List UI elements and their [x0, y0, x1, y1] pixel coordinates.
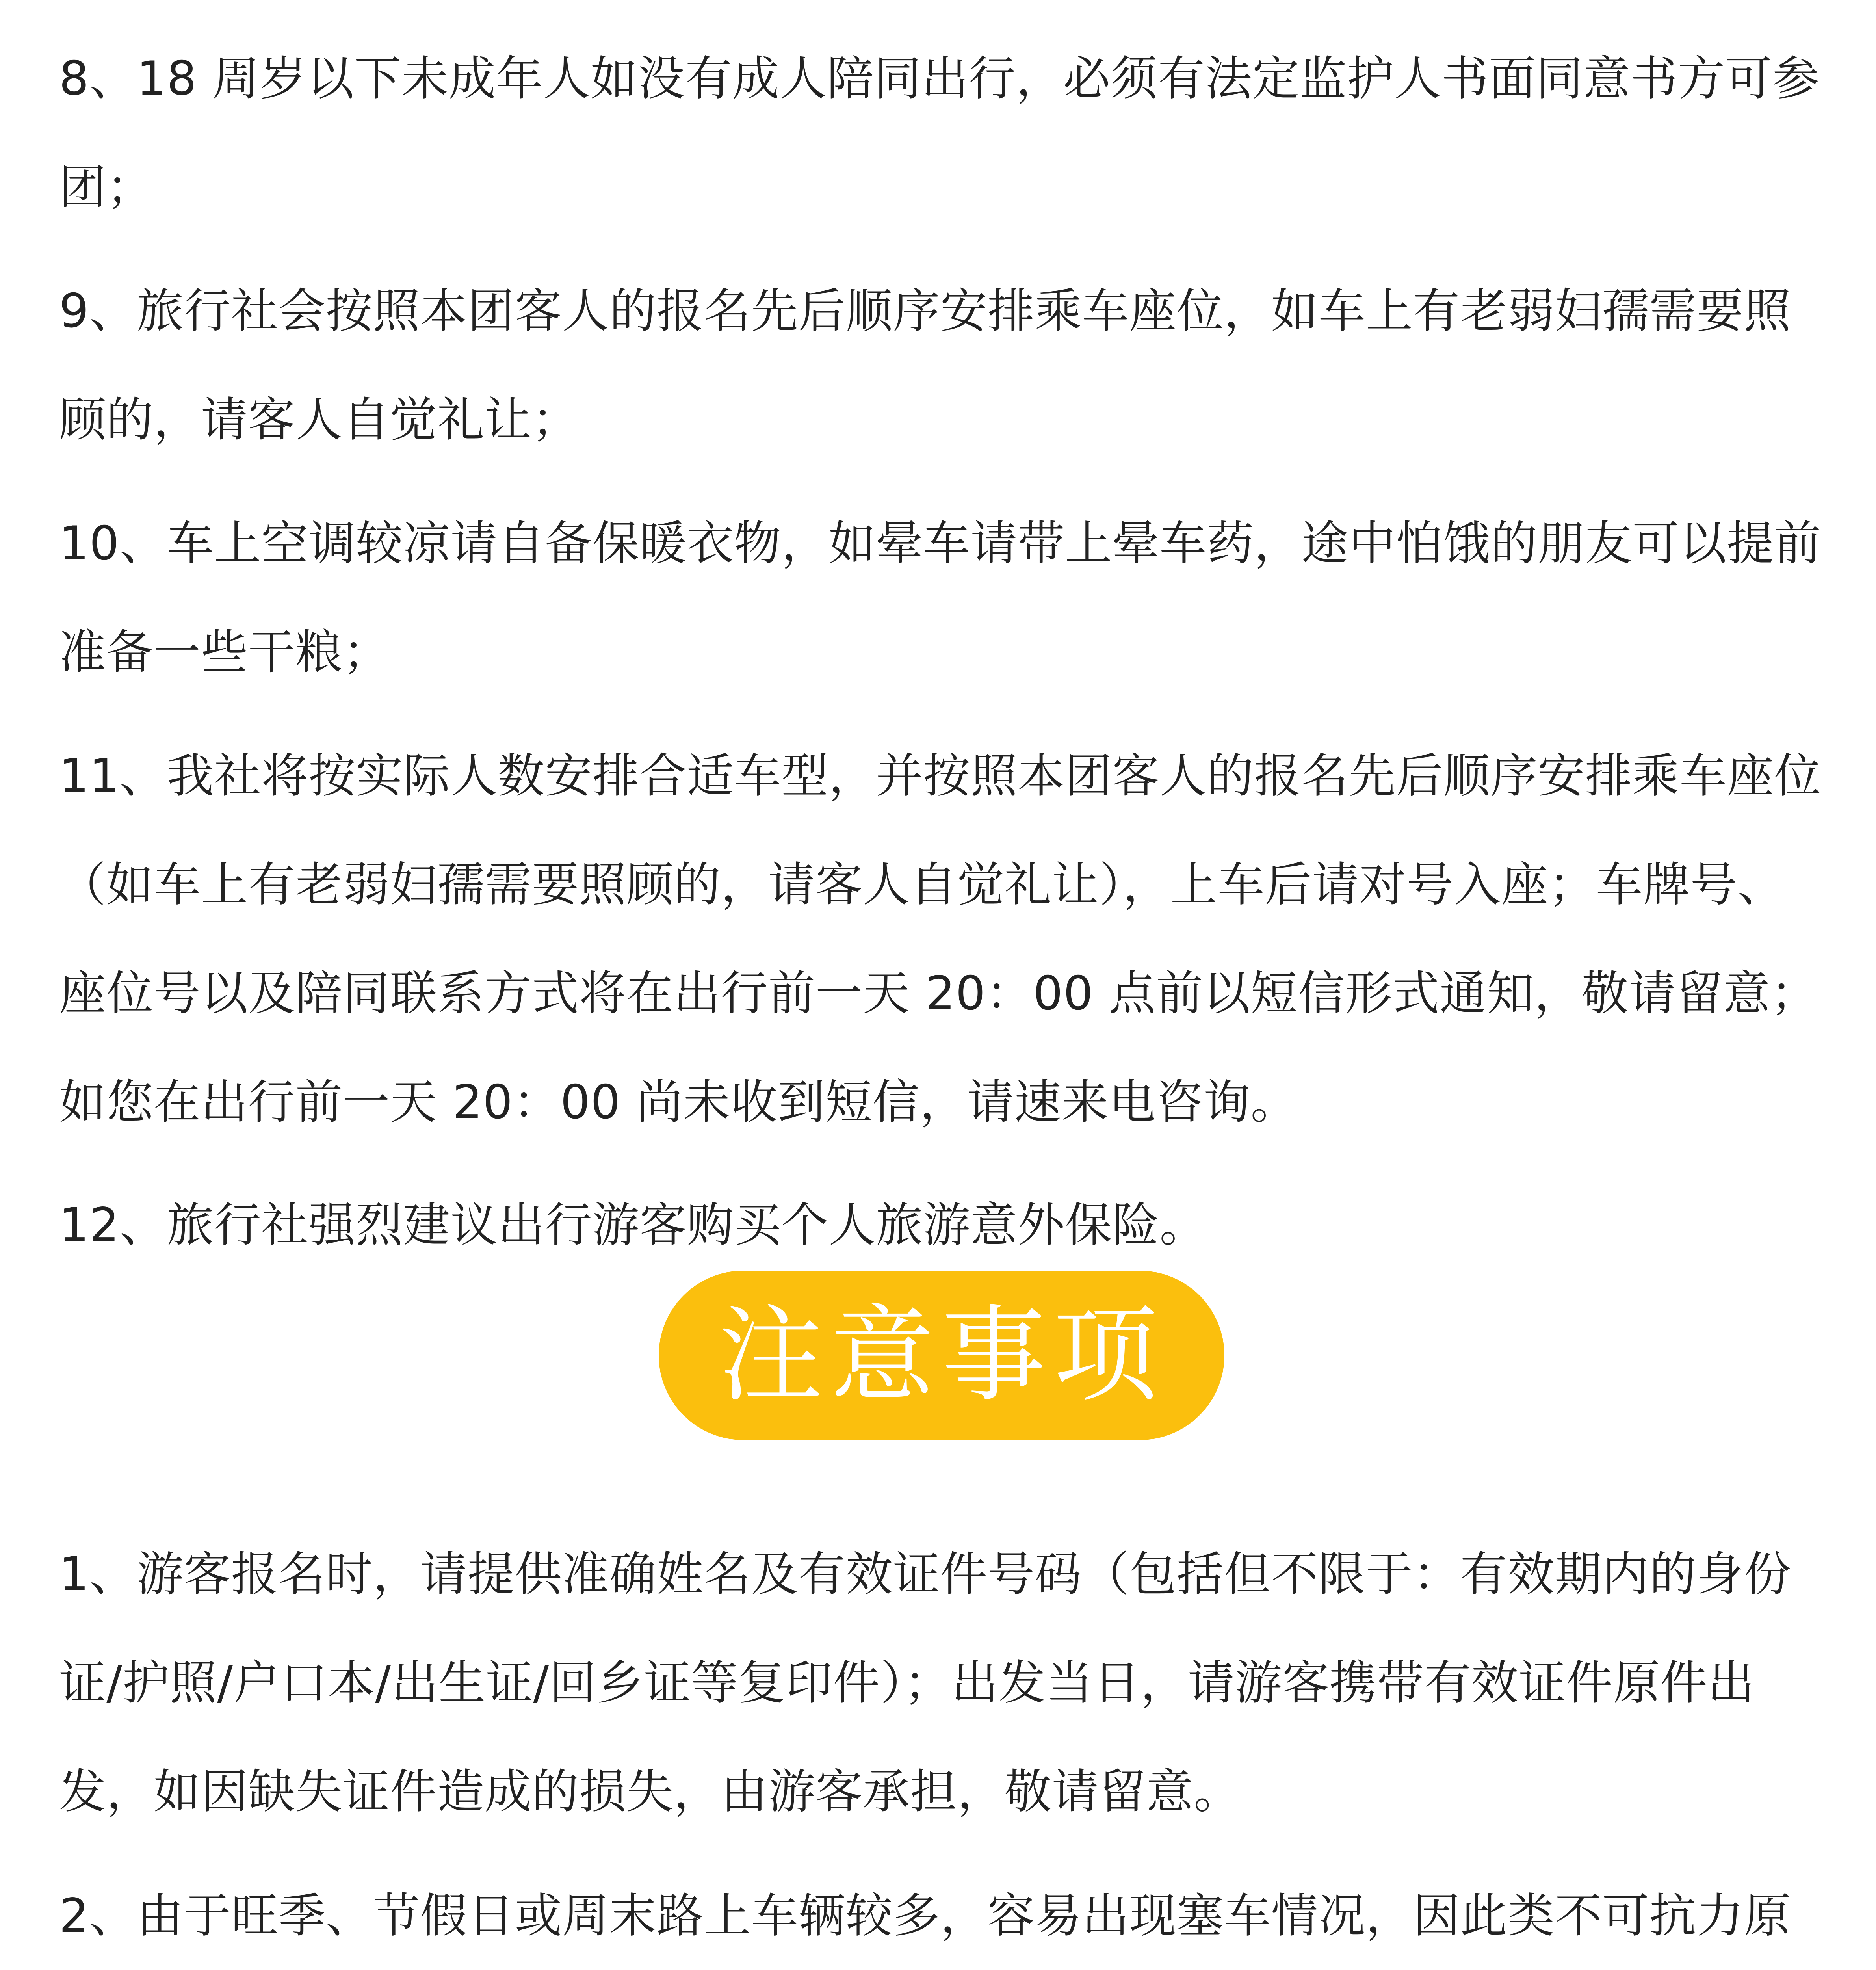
- notice-item-8: 8、18 周岁以下未成年人如没有成人陪同出行，必须有法定监护人书面同意书方可参团；: [59, 52, 1820, 215]
- notice-item-12: 12、旅行社强烈建议出行游客购买个人旅游意外保险。: [59, 1198, 1207, 1253]
- section-title-badge: [659, 1271, 1224, 1440]
- notice-item-10: 10、车上空调较凉请自备保暖衣物，如晕车请带上晕车药，途中怕饿的朋友可以提前准备一些干粮；: [59, 517, 1822, 680]
- notice-item-9: 9、旅行社会按照本团客人的报名先后顺序安排乘车座位，如车上有老弱妇孺需要照顾的，请客人自觉礼让；: [59, 284, 1791, 447]
- notice-item-11: 11、我社将按实际人数安排合适车型，并按照本团客人的报名先后顺序安排乘车座位（如车上有老弱妇孺需要照顾的，请客人自觉礼让），上车后请对号入座；车牌号、座位号以及陪同联系方式将在出行前一天 20：00 点前以短信形式通知，敬请留意；如您在出行前一天 20：00 尚未收到短信，请速来电咨询。: [59, 749, 1822, 1130]
- notice-point-2: 2、由于旺季、节假日或周末路上车辆较多，容易出现塞车情况，因此类不可抗力原: [59, 1889, 1791, 1943]
- notice-point-1: 1、游客报名时，请提供准确姓名及有效证件号码（包括但不限于：有效期内的身份证/护照/户口本/出生证/回乡证等复印件）；出发当日，请游客携带有效证件原件出发，如因缺失证件造成的损失，由游客承担，敬请留意。: [59, 1547, 1791, 1819]
- section-title: 注意事项: [719, 1294, 1165, 1416]
